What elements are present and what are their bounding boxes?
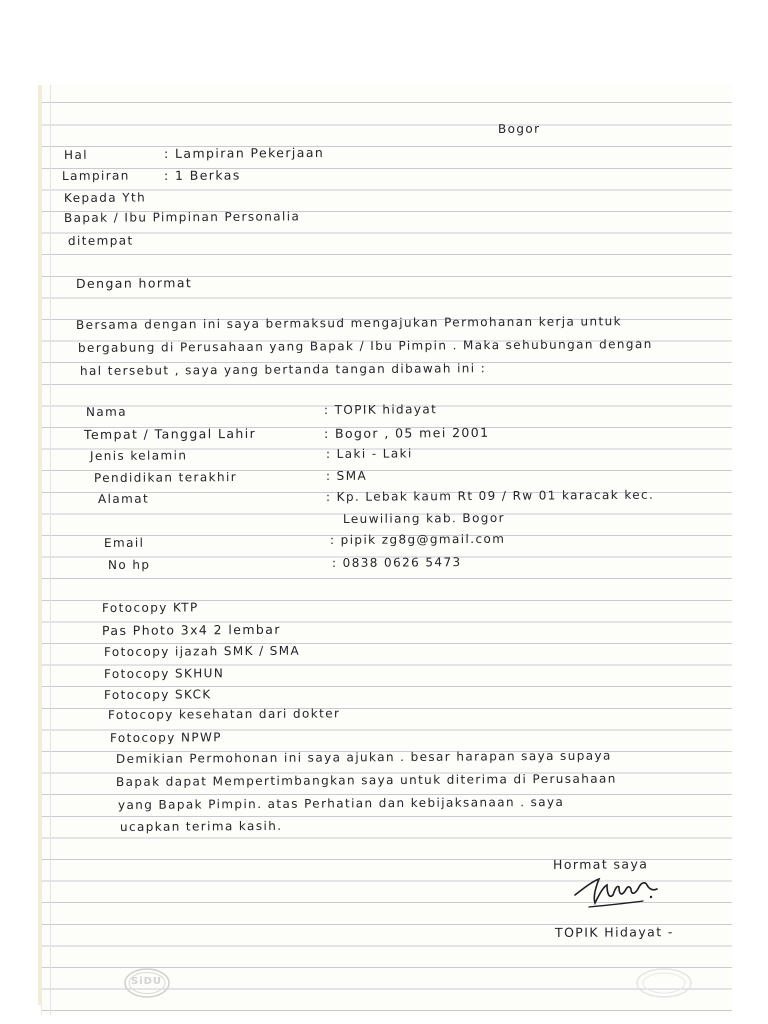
biodata-label-nama: Nama — [85, 404, 128, 419]
biodata-label-address: Alamat — [97, 491, 150, 506]
closing-line: yang Bapak Pimpin. atas Perhatian dan kebijaksanaan . saya — [117, 794, 565, 812]
biodata-value-phone: : 0838 0626 5473 — [331, 555, 462, 570]
attachment-item: Pas Photo 3x4 2 lembar — [101, 621, 281, 638]
signature-name: TOPIK Hidayat - — [554, 924, 674, 940]
place-text: ditempat — [67, 233, 134, 248]
attachment-item: Fotocopy kesehatan dari dokter — [107, 706, 341, 722]
biodata-value-nama: : TOPIK hidayat — [323, 402, 438, 417]
paper-margin-line — [50, 85, 51, 1015]
closing-line: ucapkan terima kasih. — [119, 818, 283, 834]
recipient-text: Bapak / Ibu Pimpinan Personalia — [63, 209, 301, 225]
biodata-label-gender: Jenis kelamin — [89, 448, 188, 463]
signoff-text: Hormat saya — [552, 856, 649, 872]
biodata-value-education: : SMA — [325, 468, 368, 483]
attachment-item: Fotocopy KTP — [101, 600, 199, 615]
biodata-value-address: : Kp. Lebak kaum Rt 09 / Rw 01 karacak kec. — [325, 487, 655, 504]
salutation-text: Dengan hormat — [75, 275, 193, 291]
biodata-label-email: Email — [103, 535, 145, 550]
stamp-brand-text: SiDU — [131, 976, 163, 987]
intro-line: Bersama dengan ini saya bermaksud mengajukan Permohanan kerja untuk — [75, 314, 623, 332]
intro-line: hal tersebut , saya yang bertanda tangan dibawah ini : — [79, 361, 487, 378]
lampiran-value: : 1 Berkas — [163, 167, 241, 183]
attachment-item: Fotocopy SKCK — [103, 687, 212, 702]
attachment-item: Fotocopy ijazah SMK / SMA — [103, 643, 301, 659]
biodata-label-ttl: Tempat / Tanggal Lahir — [83, 425, 257, 442]
biodata-value-address-cont: Leuwiliang kab. Bogor — [342, 510, 505, 526]
biodata-value-gender: : Laki - Laki — [325, 446, 413, 461]
biodata-value-ttl: : Bogor , 05 mei 2001 — [323, 424, 490, 441]
hal-label: Hal — [63, 147, 88, 162]
attachment-item: Fotocopy NPWP — [109, 730, 222, 745]
attachment-item: Fotocopy SKHUN — [103, 666, 225, 681]
intro-line: bergabung di Perusahaan yang Bapak / Ibu Pimpin . Maka sehubungan dengan — [77, 336, 653, 355]
biodata-label-education: Pendidikan terakhir — [93, 470, 238, 485]
kepada-text: Kepada Yth — [63, 190, 147, 205]
hal-value: : Lampiran Pekerjaan — [163, 144, 325, 161]
lampiran-label: Lampiran — [61, 168, 130, 183]
handwritten-signature — [569, 873, 665, 913]
biodata-label-phone: No hp — [107, 557, 151, 572]
city-text: Bogor — [497, 121, 541, 136]
biodata-value-email: : pipik zg8g@gmail.com — [329, 531, 506, 547]
closing-line: Bapak dapat Mempertimbangkan saya untuk diterima di Perusahaan — [115, 771, 617, 789]
closing-line: Demikian Permohonan ini saya ajukan . besar harapan saya supaya — [115, 748, 612, 766]
paper-watermark-icon — [634, 966, 694, 1000]
